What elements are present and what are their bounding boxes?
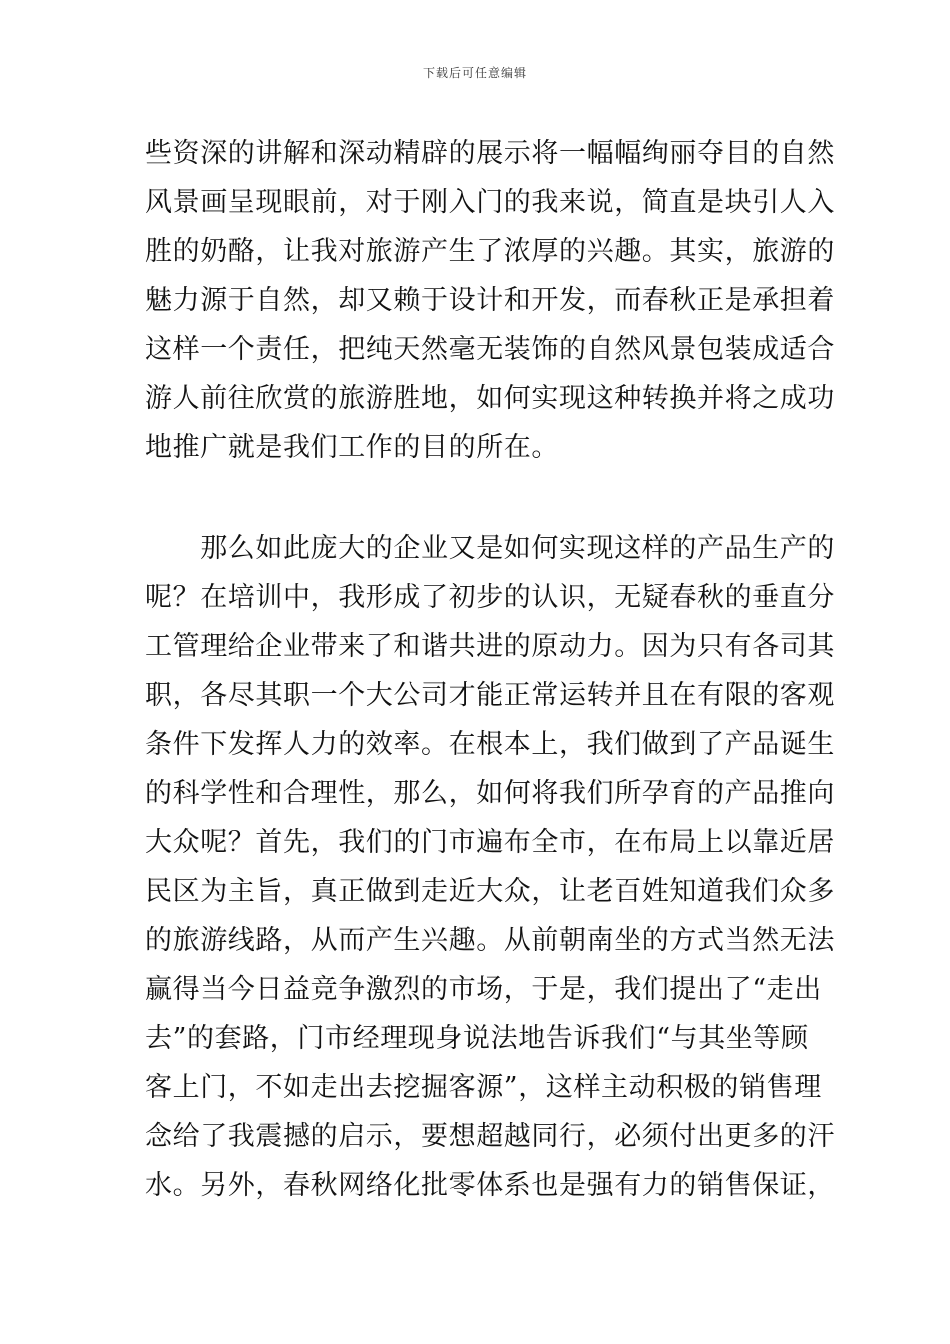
text-line: 魅力源于自然，却又赖于设计和开发，而春秋正是承担着 bbox=[145, 285, 835, 316]
text-line: 民区为主旨，真正做到走近大众，让老百姓知道我们众多 bbox=[145, 876, 835, 907]
text-line: 大众呢？首先，我们的门市遍布全市，在布局上以靠近居 bbox=[145, 827, 835, 858]
text-line: 赢得当今日益竞争激烈的市场，于是，我们提出了“走出 bbox=[145, 974, 822, 1005]
text-line: 去”的套路，门市经理现身说法地告诉我们“与其坐等顾 bbox=[145, 1023, 809, 1054]
text-line: 风景画呈现眼前，对于刚入门的我来说，简直是块引人入 bbox=[145, 187, 835, 218]
text-line: 条件下发挥人力的效率。在根本上，我们做到了产品诞生 bbox=[145, 729, 835, 760]
text-line: 的旅游线路，从而产生兴趣。从前朝南坐的方式当然无法 bbox=[145, 925, 835, 956]
text-line: 胜的奶酪，让我对旅游产生了浓厚的兴趣。其实，旅游的 bbox=[145, 236, 835, 267]
paragraph-2 bbox=[145, 524, 835, 1210]
text-line: 呢？在培训中，我形成了初步的认识，无疑春秋的垂直分 bbox=[145, 582, 835, 613]
text-line: 客上门，不如走出去挖掘客源”，这样主动积极的销售理 bbox=[145, 1072, 822, 1103]
text-line: 职，各尽其职一个大公司才能正常运转并且在有限的客观 bbox=[145, 680, 835, 711]
text-line: 地推广就是我们工作的目的所在。 bbox=[145, 432, 559, 463]
paragraph-1 bbox=[145, 129, 835, 472]
text-line: 水。另外，春秋网络化批零体系也是强有力的销售保证， bbox=[145, 1170, 835, 1201]
header-note: 下载后可任意编辑 bbox=[422, 66, 527, 80]
text-line: 些资深的讲解和深动精辟的展示将一幅幅绚丽夺目的自然 bbox=[145, 138, 835, 169]
text-line: 游人前往欣赏的旅游胜地，如何实现这种转换并将之成功 bbox=[145, 383, 835, 414]
text-line: 的科学性和合理性，那么，如何将我们所孕育的产品推向 bbox=[145, 778, 835, 809]
text-line: 那么如此庞大的企业又是如何实现这样的产品生产的 bbox=[145, 533, 835, 564]
text-line: 这样一个责任，把纯天然毫无装饰的自然风景包装成适合 bbox=[145, 334, 835, 365]
text-line: 工管理给企业带来了和谐共进的原动力。因为只有各司其 bbox=[145, 631, 835, 662]
text-line: 念给了我震撼的启示，要想超越同行，必须付出更多的汗 bbox=[145, 1121, 835, 1152]
